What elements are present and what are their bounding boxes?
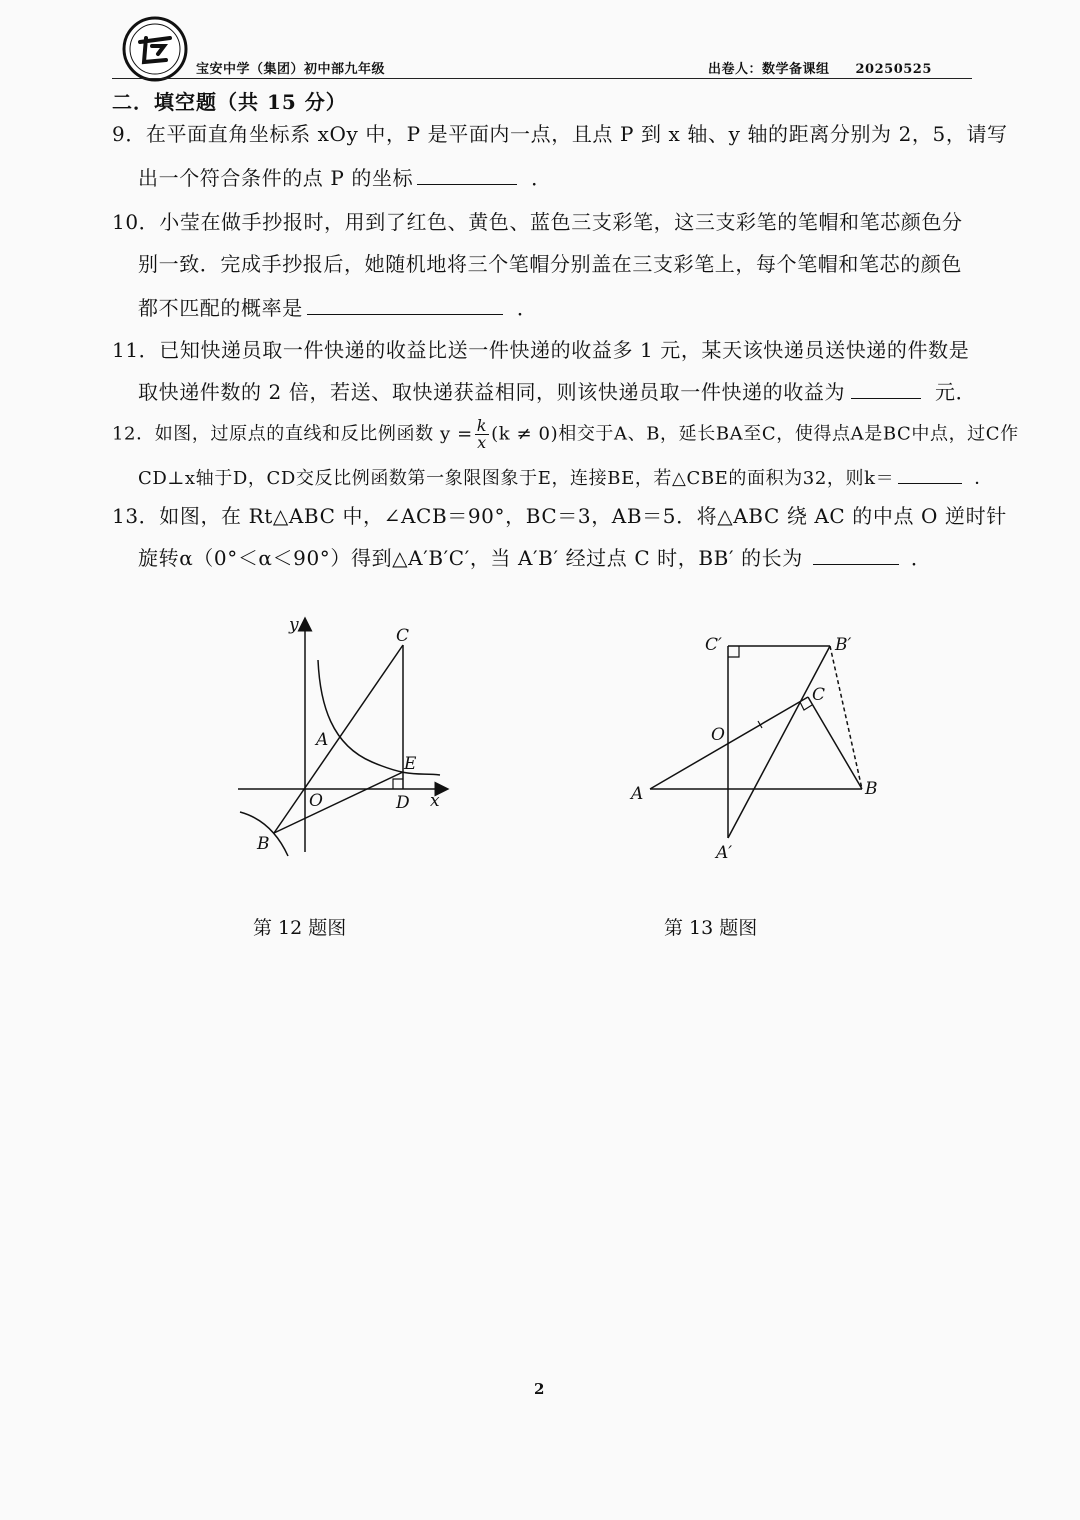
section-title: 二．填空题（共 15 分） xyxy=(112,90,347,114)
fig13-label-Bp: B′ xyxy=(835,635,852,655)
fig12-label-B: B xyxy=(257,834,270,854)
fig12-label-E: E xyxy=(404,754,417,774)
q13-line2-text: 旋转α（0°＜α＜90°）得到△A′B′C′，当 A′B′ 经过点 C 时，BB′ 的长为 xyxy=(138,546,803,570)
q13-answer-blank[interactable] xyxy=(813,546,899,565)
q10-answer-blank[interactable] xyxy=(307,296,503,315)
q9-answer-blank[interactable] xyxy=(417,166,517,185)
q13-line1: 13．如图，在 Rt△ABC 中，∠ACB＝90°，BC＝3，AB＝5．将△ABC 绕 AC 的中点 O 逆时针 xyxy=(112,504,1007,528)
header-author: 出卷人：数学备课组 xyxy=(708,62,830,77)
q11-line2 xyxy=(138,376,976,405)
figure-13 xyxy=(625,625,885,865)
q12-end: ． xyxy=(974,468,993,489)
q12-line2-text: CD⊥x轴于D，CD交反比例函数第一象限图象于E，连接BE，若△CBE的面积为32，则k＝ xyxy=(138,468,895,489)
fig12-line-BC xyxy=(274,645,403,833)
q12-suffix: (k ≠ 0)相交于A、B，延长BA至C，使得点A是BC中点，过C作 xyxy=(491,423,1019,445)
header-date: 20250525 xyxy=(855,62,932,77)
q9-end: ． xyxy=(531,166,552,190)
q9-line2-text: 出一个符合条件的点 P 的坐标 xyxy=(138,166,414,190)
q13-end: ． xyxy=(910,546,932,570)
fig13-label-Cp: C′ xyxy=(705,635,722,655)
q13-line2 xyxy=(138,542,932,571)
figure-12-caption: 第 12 题图 xyxy=(253,917,347,939)
fig12-label-x: x xyxy=(430,791,440,811)
q10-line1: 10．小莹在做手抄报时，用到了红色、黄色、蓝色三支彩笔，这三支彩笔的笔帽和笔芯颜色分 xyxy=(112,210,963,234)
q12-frac-num: k xyxy=(476,416,488,435)
fig12-label-C: C xyxy=(396,626,410,646)
q12-fraction xyxy=(475,418,489,451)
fig13-right-angle-Cp xyxy=(728,646,739,657)
figure-12 xyxy=(230,612,460,862)
q11-line2-text: 取快递件数的 2 倍，若送、取快递获益相同，则该快递员取一件快递的收益为 xyxy=(138,380,846,404)
q11-end: 元． xyxy=(935,380,977,404)
q12-line1 xyxy=(112,418,1019,451)
q10-line3 xyxy=(138,292,537,321)
q9-line2 xyxy=(138,162,552,191)
fig13-label-O: O xyxy=(711,725,725,745)
fig13-segment-BBp-dashed xyxy=(830,646,862,789)
fig13-label-C: C xyxy=(812,685,826,705)
header-rule xyxy=(112,78,972,79)
header-author-date xyxy=(708,58,958,77)
fig12-label-y: y xyxy=(289,615,299,635)
q10-end: ． xyxy=(516,296,538,320)
q12-answer-blank[interactable] xyxy=(898,467,962,484)
fig12-label-D: D xyxy=(396,793,410,813)
q9-line1: 9．在平面直角坐标系 xOy 中，P 是平面内一点，且点 P 到 x 轴、y 轴的距离分别为 2，5，请写 xyxy=(112,122,1008,146)
figure-13-caption: 第 13 题图 xyxy=(664,917,758,939)
header-school: 宝安中学（集团）初中部九年级 xyxy=(196,62,386,77)
q12-prefix: 12．如图，过原点的直线和反比例函数 y = xyxy=(112,423,473,445)
page-number: 2 xyxy=(534,1380,545,1398)
q12-frac-den: x xyxy=(477,433,487,452)
fig12-hyperbola-q1 xyxy=(318,660,440,775)
school-seal-icon xyxy=(122,16,188,82)
fig13-label-A: A xyxy=(631,784,644,804)
q10-line2: 别一致．完成手抄报后，她随机地将三个笔帽分别盖在三支彩笔上，每个笔帽和笔芯的颜色 xyxy=(138,252,962,276)
fig13-segment-BpAp xyxy=(728,646,830,838)
fig13-segment-CB xyxy=(808,697,862,789)
fig13-segment-AC xyxy=(650,697,808,789)
fig13-label-B: B xyxy=(865,779,878,799)
fig13-right-angle-C xyxy=(800,702,812,710)
fig12-right-angle-mark xyxy=(393,779,403,789)
q10-line3-text: 都不匹配的概率是 xyxy=(138,296,303,320)
q11-answer-blank[interactable] xyxy=(851,380,921,399)
fig13-label-Ap: A′ xyxy=(716,843,733,863)
q11-line1: 11．已知快递员取一件快递的收益比送一件快递的收益多 1 元，某天该快递员送快递的件数是 xyxy=(112,338,970,362)
fig12-label-O: O xyxy=(309,791,323,811)
q12-line2 xyxy=(138,464,993,490)
fig12-label-A: A xyxy=(316,730,329,750)
fig12-segment-BE xyxy=(274,772,403,833)
